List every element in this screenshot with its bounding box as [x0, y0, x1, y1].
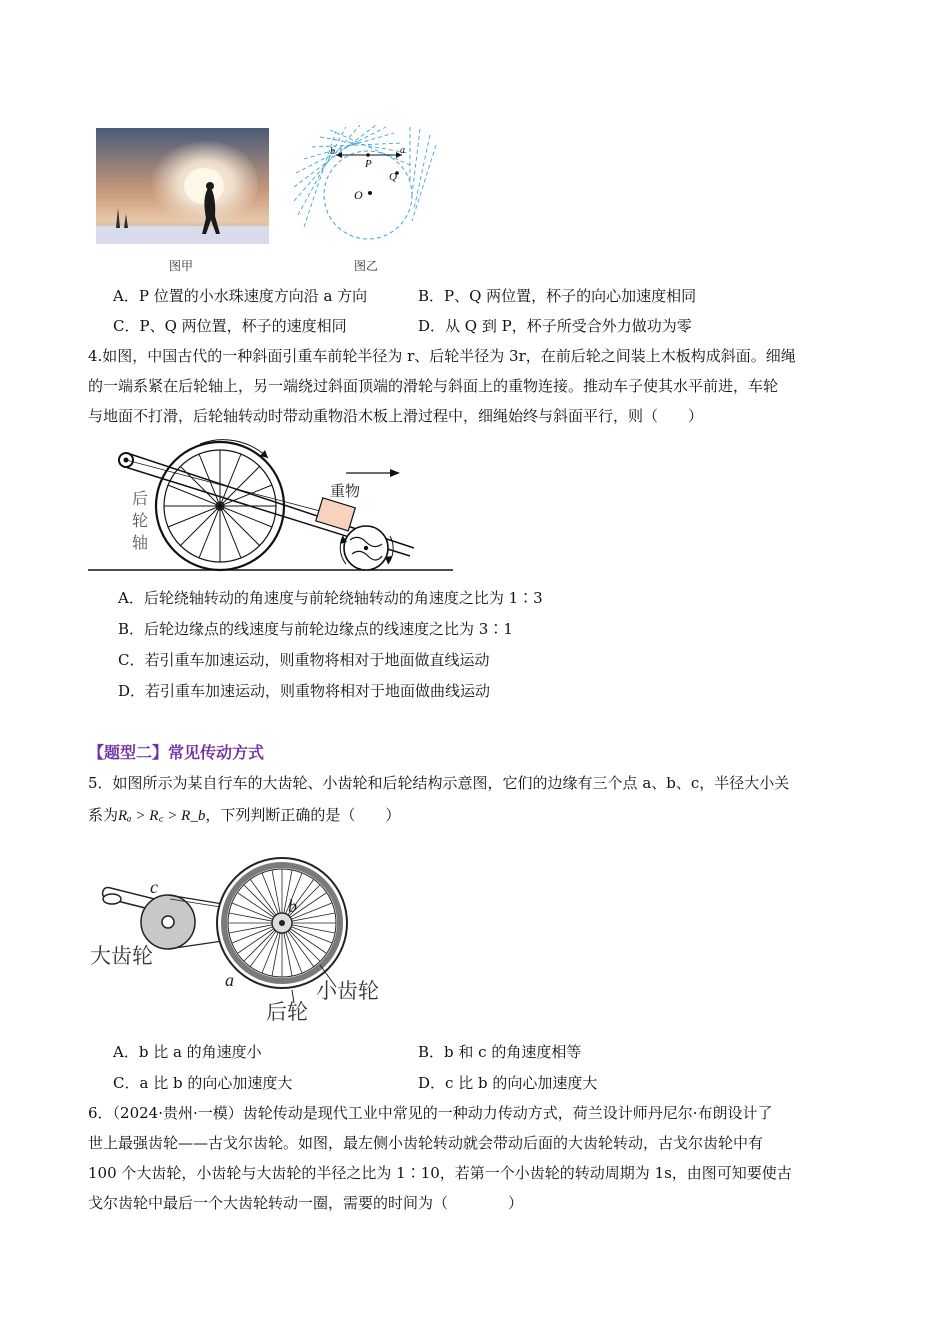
section-title: 【题型二】常见传动方式	[88, 743, 265, 762]
q4-option-c: C．若引重车加速运动，则重物将相对于地面做直线运动	[118, 651, 490, 669]
label-c: c	[150, 877, 158, 897]
label-a: a	[400, 145, 405, 156]
q4-option-d: D．若引重车加速运动，则重物将相对于地面做曲线运动	[118, 682, 491, 700]
q4-option-b: B．后轮边缘点的线速度与前轮边缘点的线速度之比为 3∶1	[118, 620, 513, 638]
q5-option-a: A．b 比 a 的角速度小	[113, 1043, 262, 1061]
label-rear-wheel: 后轮	[266, 1000, 308, 1024]
q6-stem-line-4: 戈尔齿轮中最后一个大齿轮转动一圈，需要的时间为（ ）	[88, 1194, 524, 1212]
q5-stem-line-1: 5．如图所示为某自行车的大齿轮、小齿轮和后轮结构示意图，它们的边缘有三个点 a、b、c，半径大小关	[88, 774, 790, 792]
label-big-gear: 大齿轮	[90, 944, 153, 968]
q4-stem-line-2: 的一端系紧在后轮轴上，另一端绕过斜面顶端的滑轮与斜面上的重物连接。推动车子使其水平前进，车轮	[88, 377, 779, 395]
label-small-gear: 小齿轮	[316, 979, 379, 1003]
label-Q: Q	[389, 171, 397, 183]
q6-stem-line-1: 6．（2024·贵州·一模）齿轮传动是现代工业中常见的一种动力传动方式，荷兰设计师丹尼尔·布朗设计了	[88, 1104, 773, 1122]
incline-cart-figure	[88, 436, 458, 576]
label-axle-3: 轴	[132, 533, 149, 552]
label-axle-1: 后	[132, 489, 149, 508]
bicycle-gear-figure	[88, 855, 408, 1030]
label-b: b	[288, 896, 297, 916]
label-a: a	[225, 970, 234, 990]
q5-relation: Rₐ > R꜀ > R_b	[118, 808, 206, 824]
q3-option-a: A．P 位置的小水珠速度方向沿 a 方向	[113, 287, 368, 305]
q4-stem-line-3: 与地面不打滑，后轮轴转动时带动重物沿木板上滑过程中，细绳始终与斜面平行，则（ ）	[88, 407, 704, 425]
fig-jia-caption: 图甲	[169, 259, 194, 273]
q5-option-c: C．a 比 b 的向心加速度大	[113, 1074, 293, 1092]
circle-motion-diagram	[290, 125, 440, 250]
q6-stem-line-3: 100 个大齿轮，小齿轮与大齿轮的半径之比为 1∶10，若第一个小齿轮的转动周期为 1s，由图可知要使古	[88, 1164, 792, 1182]
q6-stem-line-2: 世上最强齿轮——古戈尔齿轮。如图，最左侧小齿轮转动就会带动后面的大齿轮转动，古戈尔齿轮中有	[88, 1134, 764, 1152]
label-b: b	[330, 146, 335, 157]
label-weight: 重物	[330, 482, 361, 500]
q5-option-b: B．b 和 c 的角速度相等	[418, 1043, 582, 1061]
label-axle-2: 轮	[132, 511, 149, 530]
fig-yi-caption: 图乙	[354, 259, 379, 273]
q3-option-b: B．P、Q 两位置，杯子的向心加速度相同	[418, 287, 697, 305]
q4-stem-line-1: 4.如图，中国古代的一种斜面引重车前轮半径为 r、后轮半径为 3r，在前后轮之间装上木板构成斜面。细绳	[88, 347, 796, 365]
q3-option-d: D．从 Q 到 P，杯子所受合外力做功为零	[418, 317, 692, 335]
q4-option-a: A．后轮绕轴转动的角速度与前轮绕轴转动的角速度之比为 1∶3	[118, 589, 543, 607]
q5-prefix: 系为	[88, 806, 119, 824]
q3-option-c: C．P、Q 两位置，杯子的速度相同	[113, 317, 347, 335]
q5-option-d: D．c 比 b 的向心加速度大	[418, 1074, 598, 1092]
q5-stem-line-2	[88, 805, 400, 826]
label-O: O	[354, 188, 363, 202]
q5-suffix: ，下列判断正确的是（ ）	[205, 806, 401, 824]
label-P: P	[365, 158, 372, 170]
photo-water-spray	[96, 128, 269, 244]
